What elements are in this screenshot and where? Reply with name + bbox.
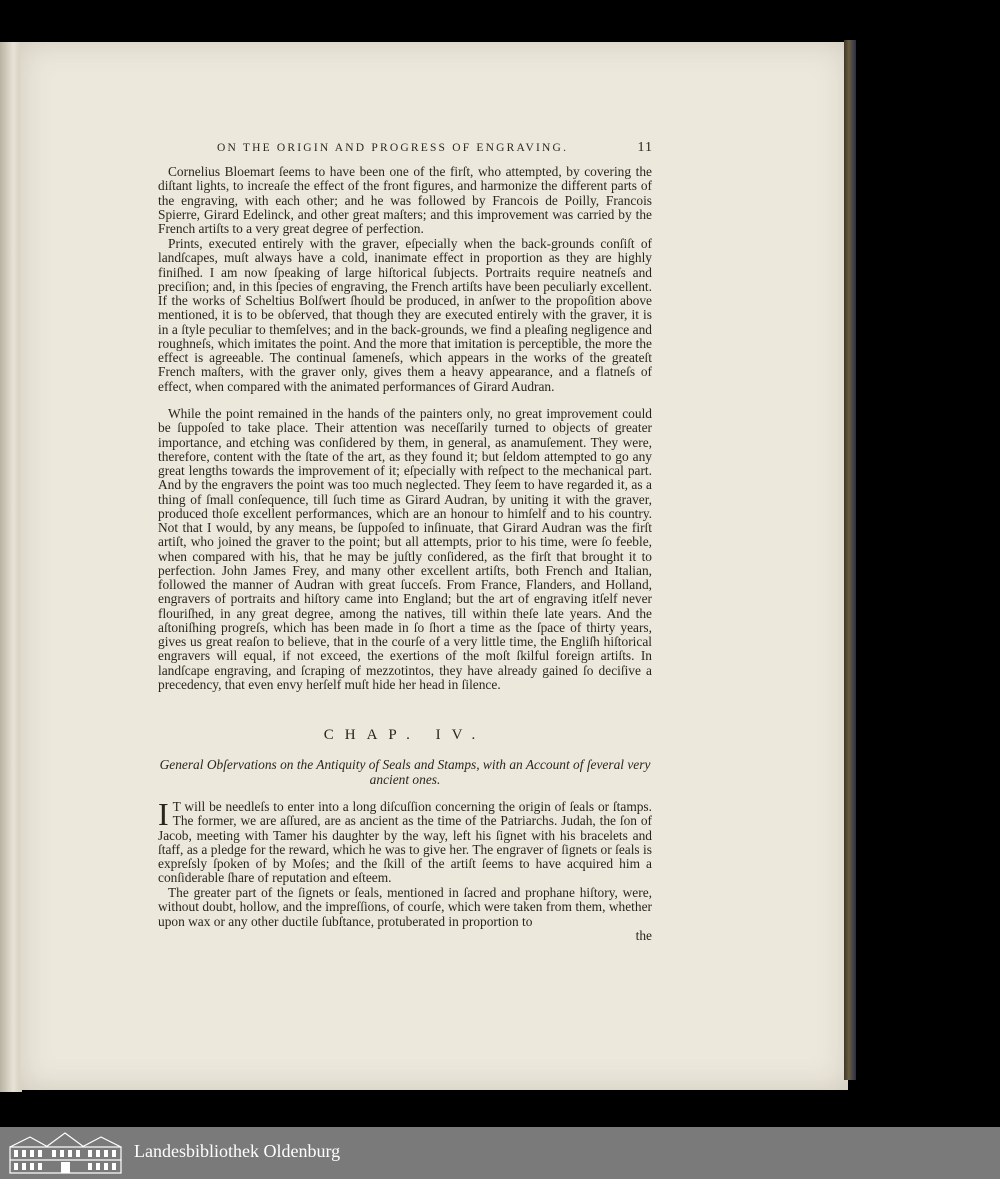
library-name: Landesbibliothek Oldenburg: [134, 1141, 341, 1161]
footer-bar: [0, 1127, 1000, 1179]
page-number: 11: [637, 140, 653, 155]
running-title: ON THE ORIGIN AND PROGRESS OF ENGRAVING.: [217, 142, 569, 154]
chapter-subtitle: General Obſervations on the Antiquity of Seals and Stamps, with an Account of ſeveral very ancient ones.: [159, 757, 651, 787]
left-page-edge: [0, 42, 22, 1092]
catchword: the: [635, 928, 652, 943]
drop-cap: I: [158, 796, 169, 832]
library-building-icon: [8, 1131, 123, 1175]
running-head: [217, 138, 653, 158]
paragraph: Cornelius Bloemart ſeems to have been one of the firſt, who attempted, by covering the diſtant lights, to increaſe the effect of the front figures, and harmonize the different parts of the engraving, with each other; and he was followed by Francois de Poilly, Francois Spierre, Girard Edelinck, and other great maſters; and this improvement was carried by the French artiſts to a very great degree of perfection.: [158, 164, 652, 236]
chapter-heading: CHAP. IV.: [323, 727, 487, 743]
paragraph: Prints, executed entirely with the graver, eſpecially when the back-grounds conſiſt of landſcapes, muſt always have a cold, inanimate effect in proportion as they are highly finiſhed. I am now ſpeaking of large hiſtorical ſubjects. Portraits require neatneſs and preciſion; and, in this ſpecies of engraving, the French artiſts have been peculiarly excellent. If the works of Scheltius Bolſwert ſhould be produced, in anſwer to the propoſition above mentioned, it is to be obſerved, that though they are executed entirely with the graver, it is in a ſtyle peculiar to themſelves; and in the back-grounds, we find a pleaſing negligence and roughneſs, which imitates the point. And the more that imitation is perceptible, the more the effect is agreeable. The continual ſameneſs, which appears in the works of the greateſt French maſters, with the graver only, gives them a heavy appearance, and a flatneſs of effect, when compared with the animated performances of Girard Audran.: [158, 236, 652, 394]
paragraph-text: T will be needleſs to enter into a long diſcuſſion concerning the origin of ſeals or ſtamps. The former, we are aſſured, are as ancient as the time of the Patriarchs. Judah, the ſon of Jacob, meeting with Tamer his daughter by the way, left his ſignet with his bracelets and ſtaff, as a pledge for the reward, which he was to give her. The engraver of ſignets or ſeals is expreſsly ſpoken of by Moſes; and the ſkill of the artiſt ſeems to have acquired him a conſiderable ſhare of reputation and eſteem.: [158, 799, 652, 886]
paragraph: While the point remained in the hands of the painters only, no great improvement could be ſuppoſed to take place. Their attention was neceſſarily turned to objects of greater importance, and etching was conſidered by them, in general, as anamuſement. They were, therefore, content with the ſtate of the art, as they found it; but ſeldom attempted to go any great lengths towards the improvement of it; eſpecially with reſpect to the mechanical part. And by the engravers the point was too much neglected. They ſeem to have regarded it, as a thing of ſmall conſequence, till ſuch time as Girard Audran, by uniting it with the graver, produced thoſe excellent performances, which are an honour to himſelf and to his country. Not that I would, by any means, be ſuppoſed to inſinuate, that Girard Audran was the firſt artiſt, who joined the graver to the point; but all attempts, prior to his time, were ſo feeble, when compared with his, that he may be juſtly conſidered, as the firſt that brought it to perfection. John James Frey, and many other excellent artiſts, both French and Italian, followed the manner of Audran with great ſucceſs. From France, Flanders, and Holland, engravers of portraits and hiſtory came into England; but the art of engraving itſelf never flouriſhed, in any great degree, among the natives, till within theſe late years. And the aſtoniſhing progreſs, which has been made in ſo ſhort a time as the ſpace of thirty years, gives us great reaſon to believe, that in the courſe of a very little time, the Engliſh hiſtorical engravers will equal, if not exceed, the exertions of the moſt ſkilful foreign artiſts. In landſcape engraving, and ſcraping of mezzotintos, they have already gained ſo deciſive a precedency, that even envy herſelf muſt hide her head in ſilence.: [158, 406, 652, 692]
chapter-first-paragraph: [158, 796, 652, 886]
book-cover-edge: [844, 40, 856, 1080]
paragraph: The greater part of the ſignets or ſeals, mentioned in ſacred and prophane hiſtory, were, without doubt, hollow, and the impreſſions, of courſe, which were taken from them, whether upon wax or any other ductile ſubſtance, protuberated in proportion to: [158, 885, 652, 929]
